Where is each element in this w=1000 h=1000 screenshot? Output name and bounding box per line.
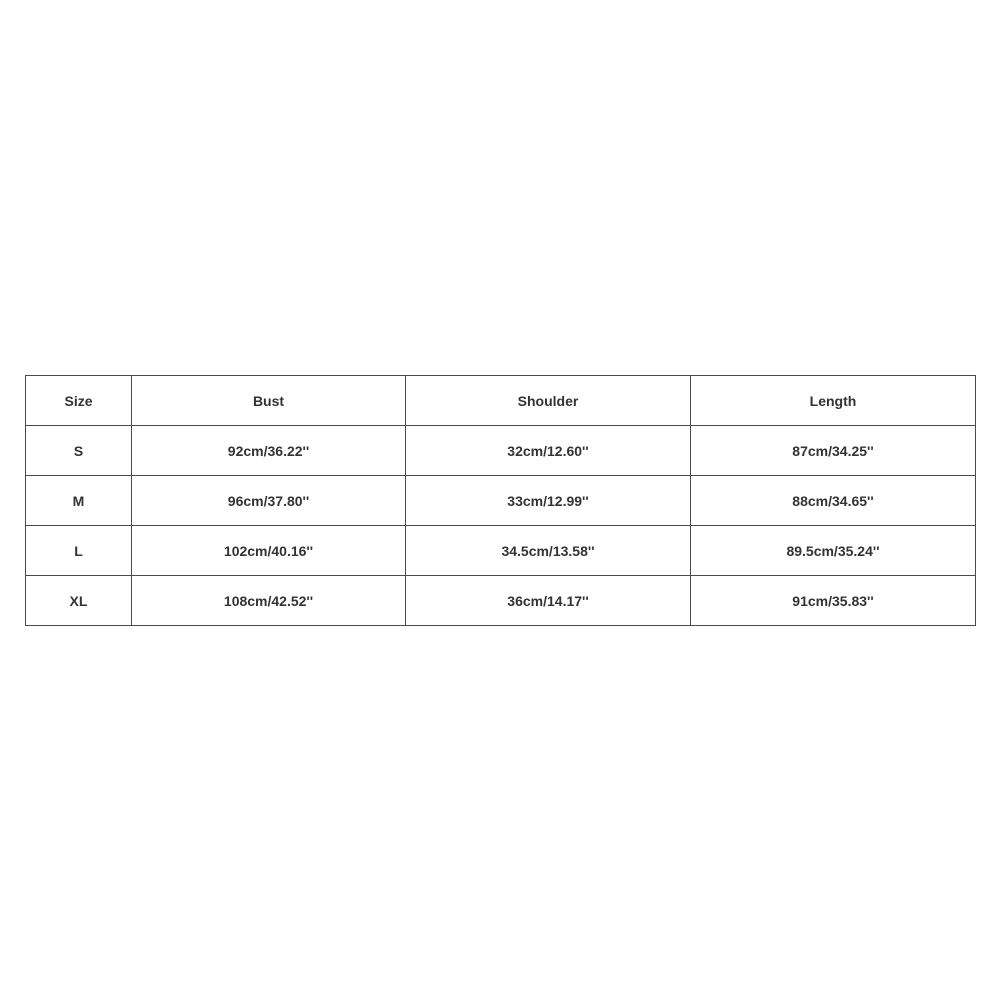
- cell-shoulder: 34.5cm/13.58'': [406, 526, 691, 576]
- header-size: Size: [26, 376, 132, 426]
- cell-bust: 102cm/40.16'': [132, 526, 406, 576]
- cell-bust: 92cm/36.22'': [132, 426, 406, 476]
- header-shoulder: Shoulder: [406, 376, 691, 426]
- header-bust: Bust: [132, 376, 406, 426]
- table-row: [26, 576, 976, 626]
- header-length: Length: [691, 376, 976, 426]
- cell-shoulder: 32cm/12.60'': [406, 426, 691, 476]
- cell-shoulder: 36cm/14.17'': [406, 576, 691, 626]
- cell-length: 89.5cm/35.24'': [691, 526, 976, 576]
- table-row: [26, 476, 976, 526]
- header-row: [26, 376, 976, 426]
- size-chart-table: [25, 375, 976, 626]
- cell-length: 87cm/34.25'': [691, 426, 976, 476]
- table-row: [26, 426, 976, 476]
- cell-size: S: [26, 426, 132, 476]
- cell-length: 91cm/35.83'': [691, 576, 976, 626]
- cell-bust: 96cm/37.80'': [132, 476, 406, 526]
- cell-shoulder: 33cm/12.99'': [406, 476, 691, 526]
- cell-size: XL: [26, 576, 132, 626]
- cell-size: M: [26, 476, 132, 526]
- table-row: [26, 526, 976, 576]
- cell-length: 88cm/34.65'': [691, 476, 976, 526]
- cell-size: L: [26, 526, 132, 576]
- cell-bust: 108cm/42.52'': [132, 576, 406, 626]
